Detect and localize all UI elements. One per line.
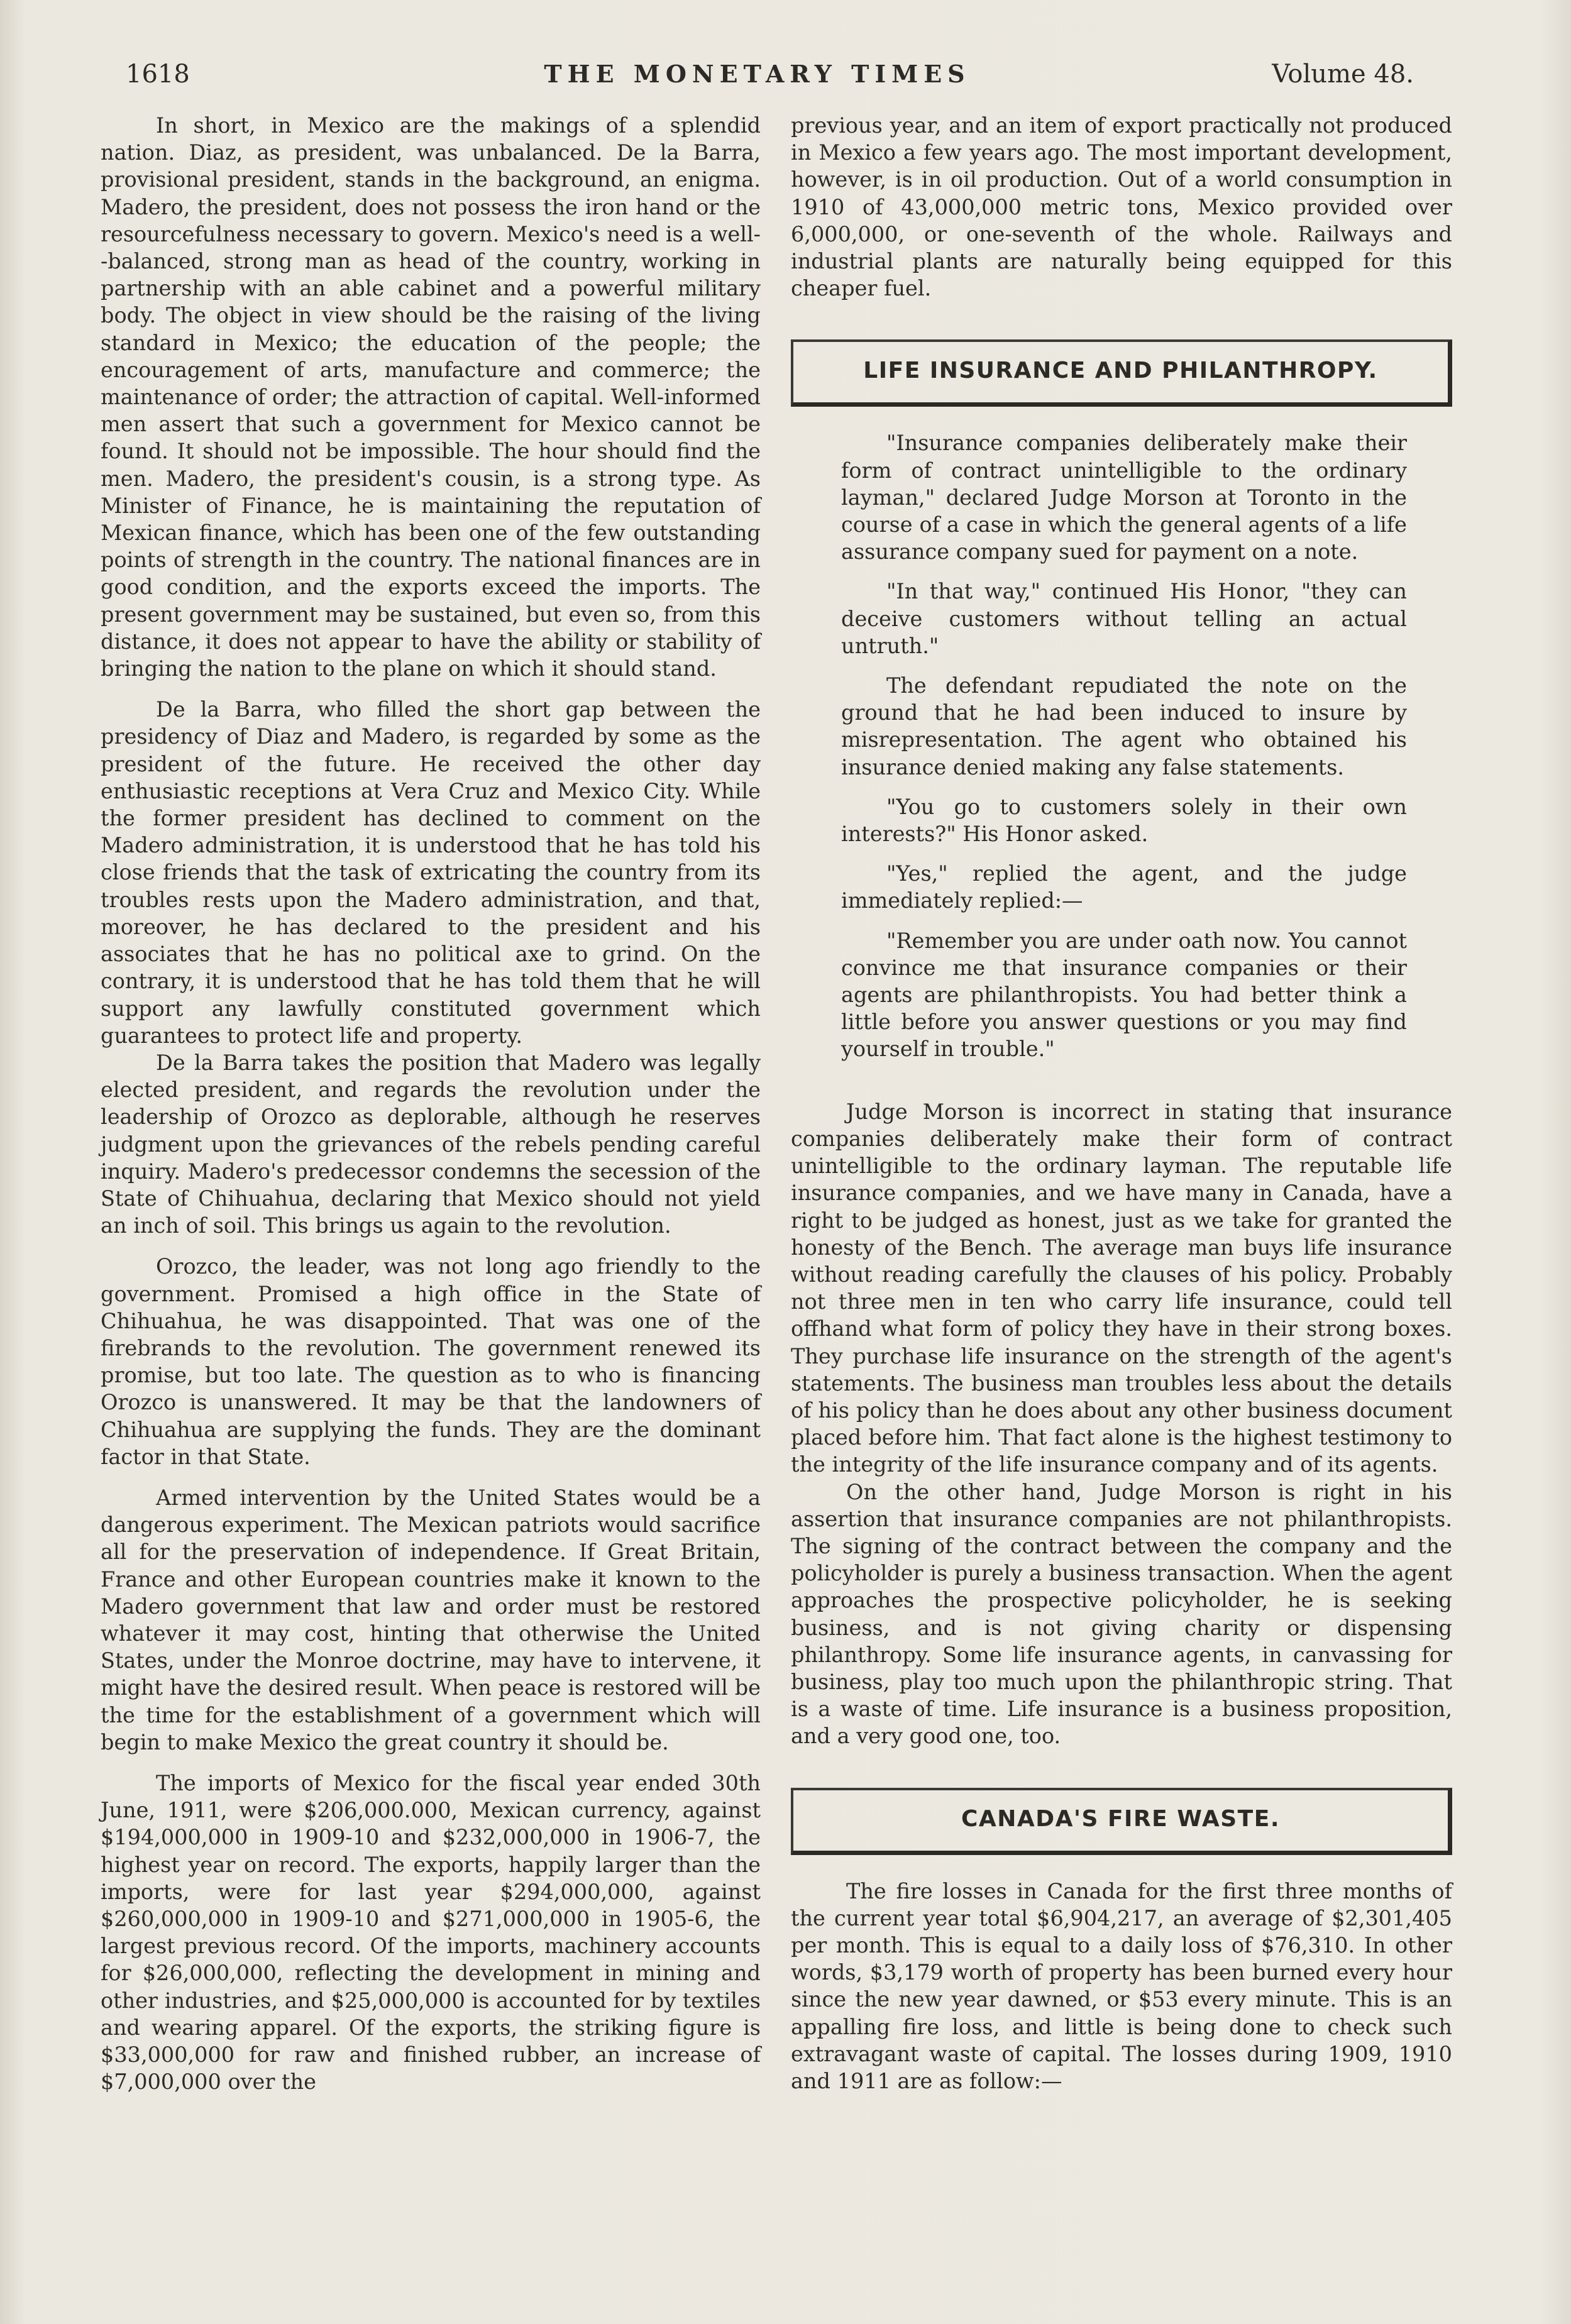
volume-label: Volume 48. xyxy=(1272,60,1414,89)
article-paragraph: The imports of Mexico for the fiscal year ended 30th June, 1911, were $206,000.000, Mexican currency, against $194,000,000 in 1909-10 and $232,000,000 in 1906-7, the highest year on record. The exports, happily larger than the imports, were for last year $294,000,000, against $260,000,000 in 1909-10 and $271,000,000 in 1905-6, the largest previous record. Of the imports, machinery accounts for $26,000,000, reflecting the development in mining and other industries, and $25,000,000 is accounted for by textiles and wearing apparel. Of the exports, the striking figure is $33,000,000 for raw and finished rubber, an increase of $7,000,000 over the xyxy=(101,1770,761,2095)
running-head xyxy=(101,55,1414,93)
article-paragraph: Armed intervention by the United States would be a dangerous experiment. The Mexican patriots would sacrifice all for the preservation of independence. If Great Britain, France and other European countries make it known to the Madero government that law and order must be restored whatever it may cost, hinting that otherwise the United States, under the Monroe doctrine, may have to intervene, it might have the desired result. When peace is restored will be the time for the establishment of a government which will begin to make Mexico the great country it should be. xyxy=(101,1485,761,1754)
article-paragraph: De la Barra takes the position that Madero was legally elected president, and regards the revolution under the leadership of Orozco as deplorable, although he reserves judgment upon the grievances of the rebels pending careful inquiry. Madero's predecessor condemns the secession of the State of Chihuahua, declaring that Mexico should not yield an inch of soil. This brings us again to the revolution. xyxy=(101,1050,761,1238)
article-paragraph: On the other hand, Judge Morson is right in his assertion that insurance companies are not philanthropists. The signing of the contract between the company and the policyholder is purely a business transaction. When the agent approaches the prospective policyholder, he is seeking business, and is not giving charity or dispensing philanthropy. Some life insurance agents, in canvassing for business, play too much upon the philanthropic string. That is a waste of time. Life insurance is a business proposition, and a very good one, too. xyxy=(791,1479,1452,1749)
quote-paragraph: "In that way," continued His Honor, "they can deceive customers without telling an actual untruth." xyxy=(841,579,1407,658)
quote-paragraph: "Remember you are under oath now. You cannot convince me that insurance companies or their agents are philanthropists. You had better think a little before you answer questions or you may find yourself in trouble." xyxy=(841,928,1407,1062)
quote-paragraph: "Insurance companies deliberately make their form of contract unintelligible to the ordinary layman," declared Judge Morson at Toronto in the course of a case in which the general agents of a life assurance company sued for payment on a note. xyxy=(841,431,1407,564)
section-heading-box xyxy=(791,1788,1452,1855)
section-heading-fire-waste: CANADA'S FIRE WASTE. xyxy=(961,1805,1281,1832)
left-column xyxy=(101,112,761,2095)
right-column xyxy=(791,112,1452,2095)
article-paragraph: De la Barra, who filled the short gap between the presidency of Diaz and Madero, is regarded by some as the president of the future. He received the other day enthusiastic receptions at Vera Cruz and Mexico City. While the former president has declined to comment on the Madero administration, it is understood that he has told his close friends that the task of extricating the country from its troubles rests upon the Madero administration, and that, moreover, he has declared to the president and his associates that he has no political axe to grind. On the contrary, it is understood that he has told them that he will support any lawfully constituted government which guarantees to protect life and property. xyxy=(101,697,761,1048)
article-paragraph: The fire losses in Canada for the first three months of the current year total $6,904,217, an average of $2,301,405 per month. This is equal to a daily loss of $76,310. In other words, $3,179 worth of property has been burned every hour since the new year dawned, or $53 every minute. This is an appalling fire loss, and little is being done to check such extravagant waste of capital. The losses during 1909, 1910 and 1911 are as follow:— xyxy=(791,1878,1452,2093)
quote-paragraph: "You go to customers solely in their own interests?" His Honor asked. xyxy=(841,794,1407,847)
publication-title: THE MONETARY TIMES xyxy=(544,60,971,88)
article-paragraph: Orozco, the leader, was not long ago friendly to the government. Promised a high office in the State of Chihuahua, he was disappointed. That was one of the firebrands to the revolution. The government renewed its promise, but too late. The question as to who is financing Orozco is unanswered. It may be that the landowners of Chihuahua are supplying the funds. They are the dominant factor in that State. xyxy=(101,1254,761,1469)
article-paragraph: Judge Morson is incorrect in stating that insurance companies deliberately make their form of contract unintelligible to the ordinary layman. The reputable life insurance companies, and we have many in Canada, have a right to be judged as honest, just as we take for granted the honesty of the Bench. The average man buys life insurance without reading carefully the clauses of his policy. Probably not three men in ten who carry life insurance, could tell offhand what form of policy they have in their strong boxes. They purchase life insurance on the strength of the agent's statements. The business man troubles less about the details of his policy than he does about any other business document placed before him. That fact alone is the highest testimony to the integrity of the life insurance company and of its agents. xyxy=(791,1099,1452,1477)
page-number: 1618 xyxy=(126,60,190,89)
quote-paragraph: The defendant repudiated the note on the ground that he had been induced to insure by misrepresentation. The agent who obtained his insurance denied making any false statements. xyxy=(841,673,1407,779)
article-continuation: previous year, and an item of export practically not produced in Mexico a few years ago. The most important development, however, is in oil production. Out of a world consumption in 1910 of 43,000,000 metric tons, Mexico provided over 6,000,000, or one-seventh of the whole. Railways and industrial plants are naturally being equipped for this cheaper fuel. xyxy=(791,113,1452,301)
quote-paragraph: "Yes," replied the agent, and the judge immediately replied:— xyxy=(841,861,1407,913)
section-heading-box xyxy=(791,339,1452,407)
court-quote xyxy=(791,429,1452,1062)
section-heading-life-insurance: LIFE INSURANCE AND PHILANTHROPY. xyxy=(863,358,1378,384)
article-paragraph: In short, in Mexico are the makings of a splendid nation. Diaz, as president, was unbalanced. De la Barra, provisional president, stands in the background, an enigma. Madero, the president, does not possess the iron hand or the resourcefulness necessary to govern. Mexico's need is a well--balanced, strong man as head of the country, working in partnership with an able cabinet and a powerful military body. The object in view should be the raising of the living standard in Mexico; the education of the people; the encouragement of arts, manufacture and commerce; the maintenance of order; the attraction of capital. Well-informed men assert that such a government for Mexico cannot be found. It should not be impossible. The hour should find the men. Madero, the president's cousin, is a strong type. As Minister of Finance, he is maintaining the reputation of Mexican finance, which has been one of the few outstanding points of strength in the country. The national finances are in good condition, and the exports exceed the imports. The present government may be sustained, but even so, from this distance, it does not appear to have the ability or stability of bringing the nation to the plane on which it should stand. xyxy=(101,113,761,681)
